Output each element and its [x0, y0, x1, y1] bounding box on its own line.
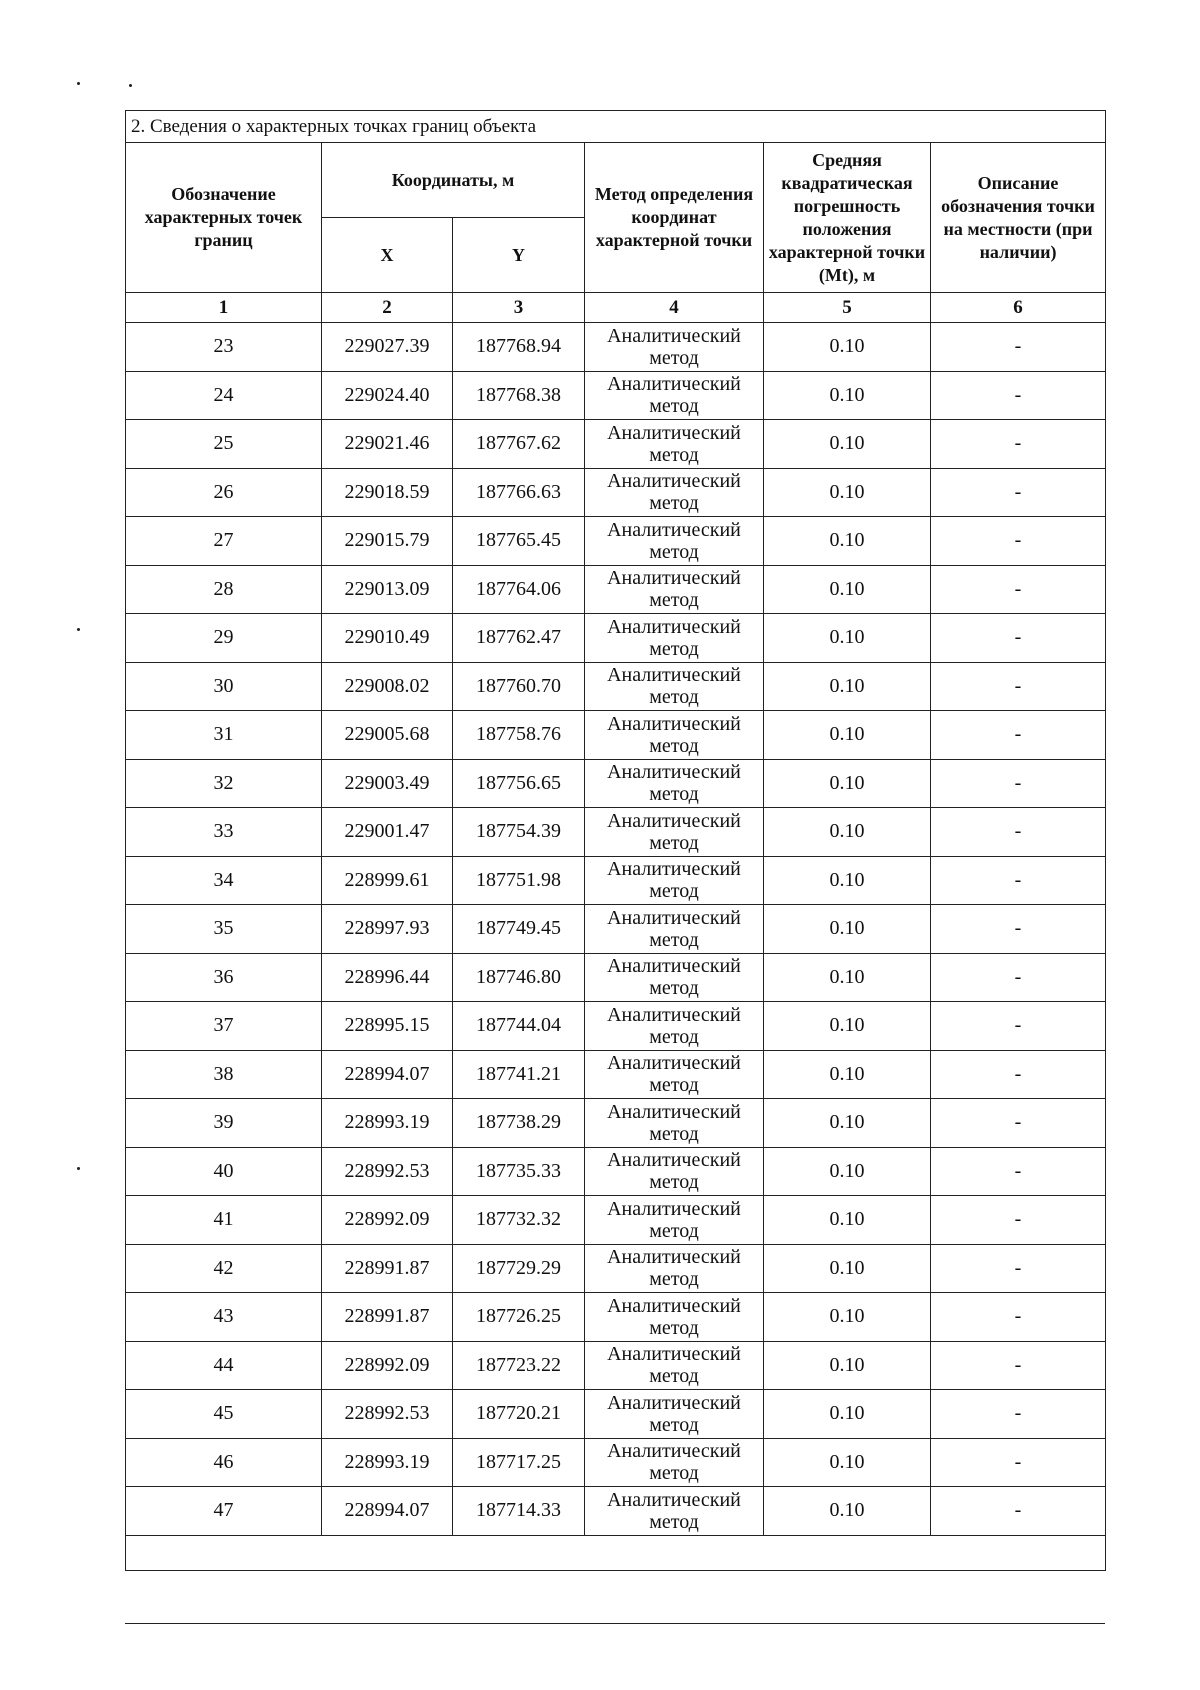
point-number-cell: 40 — [126, 1147, 322, 1196]
description-cell: - — [931, 1050, 1106, 1099]
header-method: Метод определения координат характерной точки — [585, 143, 764, 293]
scan-dot — [77, 1167, 80, 1170]
x-coordinate-cell: 228992.09 — [322, 1341, 453, 1390]
description-cell: - — [931, 1293, 1106, 1342]
method-cell — [585, 614, 764, 663]
description-cell: - — [931, 468, 1106, 517]
blank-cell — [126, 1535, 1106, 1570]
table-row — [126, 1147, 1106, 1196]
method-line: метод — [649, 1365, 699, 1388]
method-line: метод — [649, 1413, 699, 1436]
description-cell: - — [931, 1244, 1106, 1293]
y-coordinate-cell: 187768.38 — [453, 371, 585, 420]
method-line: Аналитический — [607, 324, 741, 347]
description-cell: - — [931, 711, 1106, 760]
table-row — [126, 1099, 1106, 1148]
method-line: Аналитический — [607, 761, 741, 784]
method-line: метод — [649, 637, 699, 660]
x-coordinate-cell: 228992.53 — [322, 1147, 453, 1196]
header-y: Y — [453, 218, 585, 293]
method-cell — [585, 905, 764, 954]
y-coordinate-cell: 187768.94 — [453, 323, 585, 372]
header-description: Описание обозначения точки на местности (при наличии) — [931, 143, 1106, 293]
method-line: Аналитический — [607, 712, 741, 735]
method-line: метод — [649, 395, 699, 418]
description-cell: - — [931, 953, 1106, 1002]
point-number-cell: 36 — [126, 953, 322, 1002]
x-coordinate-cell: 229003.49 — [322, 759, 453, 808]
method-line: Аналитический — [607, 567, 741, 590]
method-line: Аналитический — [607, 1197, 741, 1220]
y-coordinate-cell: 187754.39 — [453, 808, 585, 857]
y-coordinate-cell: 187762.47 — [453, 614, 585, 663]
y-coordinate-cell: 187726.25 — [453, 1293, 585, 1342]
point-number-cell: 28 — [126, 565, 322, 614]
method-cell — [585, 323, 764, 372]
x-coordinate-cell: 228994.07 — [322, 1050, 453, 1099]
header-coordinates: Координаты, м — [322, 143, 585, 218]
y-coordinate-cell: 187729.29 — [453, 1244, 585, 1293]
error-cell: 0.10 — [764, 1293, 931, 1342]
error-cell: 0.10 — [764, 1438, 931, 1487]
point-number-cell: 39 — [126, 1099, 322, 1148]
y-coordinate-cell: 187714.33 — [453, 1487, 585, 1536]
footer-rule — [125, 1623, 1105, 1624]
x-coordinate-cell: 229008.02 — [322, 662, 453, 711]
x-coordinate-cell: 228996.44 — [322, 953, 453, 1002]
method-line: Аналитический — [607, 1149, 741, 1172]
method-line: метод — [649, 346, 699, 369]
method-cell — [585, 1099, 764, 1148]
method-line: метод — [649, 1025, 699, 1048]
table-row — [126, 808, 1106, 857]
method-line: Аналитический — [607, 858, 741, 881]
point-number-cell: 44 — [126, 1341, 322, 1390]
x-coordinate-cell: 228997.93 — [322, 905, 453, 954]
column-number: 5 — [764, 293, 931, 323]
error-cell: 0.10 — [764, 1002, 931, 1051]
x-coordinate-cell: 228995.15 — [322, 1002, 453, 1051]
method-cell — [585, 420, 764, 469]
x-coordinate-cell: 229010.49 — [322, 614, 453, 663]
method-cell — [585, 517, 764, 566]
error-cell: 0.10 — [764, 1390, 931, 1439]
y-coordinate-cell: 187765.45 — [453, 517, 585, 566]
method-cell — [585, 1147, 764, 1196]
method-line: метод — [649, 928, 699, 951]
table-row — [126, 565, 1106, 614]
method-line: метод — [649, 540, 699, 563]
description-cell: - — [931, 420, 1106, 469]
table-row — [126, 711, 1106, 760]
description-cell: - — [931, 1487, 1106, 1536]
y-coordinate-cell: 187760.70 — [453, 662, 585, 711]
header-x: X — [322, 218, 453, 293]
x-coordinate-cell: 229018.59 — [322, 468, 453, 517]
description-cell: - — [931, 905, 1106, 954]
method-line: метод — [649, 443, 699, 466]
coordinates-sheet — [125, 110, 1105, 1571]
x-coordinate-cell: 228992.53 — [322, 1390, 453, 1439]
description-cell: - — [931, 1390, 1106, 1439]
x-coordinate-cell: 229015.79 — [322, 517, 453, 566]
table-row — [126, 662, 1106, 711]
table-row — [126, 517, 1106, 566]
table-row — [126, 1050, 1106, 1099]
table-row — [126, 953, 1106, 1002]
x-coordinate-cell: 229027.39 — [322, 323, 453, 372]
method-line: метод — [649, 1219, 699, 1242]
x-coordinate-cell: 228999.61 — [322, 856, 453, 905]
method-line: Аналитический — [607, 1440, 741, 1463]
description-cell: - — [931, 1002, 1106, 1051]
method-line: метод — [649, 734, 699, 757]
table-row — [126, 323, 1106, 372]
x-coordinate-cell: 228993.19 — [322, 1438, 453, 1487]
y-coordinate-cell: 187741.21 — [453, 1050, 585, 1099]
method-line: Аналитический — [607, 518, 741, 541]
description-cell: - — [931, 323, 1106, 372]
table-row — [126, 1244, 1106, 1293]
error-cell: 0.10 — [764, 468, 931, 517]
description-cell: - — [931, 517, 1106, 566]
error-cell: 0.10 — [764, 953, 931, 1002]
method-cell — [585, 759, 764, 808]
method-line: метод — [649, 1171, 699, 1194]
y-coordinate-cell: 187756.65 — [453, 759, 585, 808]
error-cell: 0.10 — [764, 905, 931, 954]
description-cell: - — [931, 1196, 1106, 1245]
method-line: Аналитический — [607, 664, 741, 687]
error-cell: 0.10 — [764, 1487, 931, 1536]
table-row — [126, 420, 1106, 469]
method-line: метод — [649, 1462, 699, 1485]
point-number-cell: 23 — [126, 323, 322, 372]
method-cell — [585, 1050, 764, 1099]
table-row — [126, 856, 1106, 905]
error-cell: 0.10 — [764, 808, 931, 857]
section-title: 2. Сведения о характерных точках границ объекта — [126, 111, 1106, 143]
method-line: метод — [649, 783, 699, 806]
method-cell — [585, 808, 764, 857]
x-coordinate-cell: 229001.47 — [322, 808, 453, 857]
method-cell — [585, 856, 764, 905]
scan-dot — [129, 84, 132, 87]
description-cell: - — [931, 614, 1106, 663]
method-line: Аналитический — [607, 1100, 741, 1123]
point-number-cell: 26 — [126, 468, 322, 517]
point-number-cell: 33 — [126, 808, 322, 857]
error-cell: 0.10 — [764, 517, 931, 566]
point-number-cell: 45 — [126, 1390, 322, 1439]
description-cell: - — [931, 1341, 1106, 1390]
method-line: метод — [649, 831, 699, 854]
table-row — [126, 905, 1106, 954]
method-line: Аналитический — [607, 1294, 741, 1317]
method-line: Аналитический — [607, 906, 741, 929]
method-cell — [585, 565, 764, 614]
point-number-cell: 38 — [126, 1050, 322, 1099]
point-number-cell: 34 — [126, 856, 322, 905]
column-number: 4 — [585, 293, 764, 323]
x-coordinate-cell: 228992.09 — [322, 1196, 453, 1245]
table-row — [126, 1293, 1106, 1342]
y-coordinate-cell: 187744.04 — [453, 1002, 585, 1051]
point-number-cell: 30 — [126, 662, 322, 711]
point-number-cell: 32 — [126, 759, 322, 808]
point-number-cell: 37 — [126, 1002, 322, 1051]
x-coordinate-cell: 229005.68 — [322, 711, 453, 760]
description-cell: - — [931, 565, 1106, 614]
error-cell: 0.10 — [764, 759, 931, 808]
description-cell: - — [931, 856, 1106, 905]
method-cell — [585, 1341, 764, 1390]
point-number-cell: 42 — [126, 1244, 322, 1293]
error-cell: 0.10 — [764, 1341, 931, 1390]
point-number-cell: 29 — [126, 614, 322, 663]
method-cell — [585, 1002, 764, 1051]
y-coordinate-cell: 187732.32 — [453, 1196, 585, 1245]
y-coordinate-cell: 187764.06 — [453, 565, 585, 614]
method-cell — [585, 711, 764, 760]
method-line: Аналитический — [607, 373, 741, 396]
point-number-cell: 43 — [126, 1293, 322, 1342]
table-row — [126, 759, 1106, 808]
method-line: метод — [649, 1122, 699, 1145]
x-coordinate-cell: 228994.07 — [322, 1487, 453, 1536]
method-cell — [585, 1390, 764, 1439]
y-coordinate-cell: 187717.25 — [453, 1438, 585, 1487]
description-cell: - — [931, 1099, 1106, 1148]
method-line: метод — [649, 1074, 699, 1097]
method-cell — [585, 371, 764, 420]
method-cell — [585, 1293, 764, 1342]
y-coordinate-cell: 187738.29 — [453, 1099, 585, 1148]
point-number-cell: 31 — [126, 711, 322, 760]
method-cell — [585, 662, 764, 711]
header-point-designation: Обозначение характерных точек границ — [126, 143, 322, 293]
method-line: Аналитический — [607, 421, 741, 444]
point-number-cell: 24 — [126, 371, 322, 420]
method-cell — [585, 1196, 764, 1245]
point-number-cell: 46 — [126, 1438, 322, 1487]
method-line: Аналитический — [607, 1246, 741, 1269]
method-line: Аналитический — [607, 1391, 741, 1414]
y-coordinate-cell: 187766.63 — [453, 468, 585, 517]
error-cell: 0.10 — [764, 856, 931, 905]
point-number-cell: 41 — [126, 1196, 322, 1245]
method-line: Аналитический — [607, 809, 741, 832]
table-row — [126, 468, 1106, 517]
y-coordinate-cell: 187751.98 — [453, 856, 585, 905]
method-line: метод — [649, 977, 699, 1000]
y-coordinate-cell: 187767.62 — [453, 420, 585, 469]
method-cell — [585, 953, 764, 1002]
point-number-cell: 27 — [126, 517, 322, 566]
method-cell — [585, 1244, 764, 1293]
point-number-cell: 25 — [126, 420, 322, 469]
column-number: 3 — [453, 293, 585, 323]
method-line: метод — [649, 686, 699, 709]
y-coordinate-cell: 187720.21 — [453, 1390, 585, 1439]
table-row — [126, 1487, 1106, 1536]
error-cell: 0.10 — [764, 565, 931, 614]
table-row — [126, 1438, 1106, 1487]
error-cell: 0.10 — [764, 614, 931, 663]
x-coordinate-cell: 229024.40 — [322, 371, 453, 420]
table-row — [126, 614, 1106, 663]
x-coordinate-cell: 228993.19 — [322, 1099, 453, 1148]
y-coordinate-cell: 187746.80 — [453, 953, 585, 1002]
description-cell: - — [931, 1147, 1106, 1196]
method-cell — [585, 1438, 764, 1487]
error-cell: 0.10 — [764, 323, 931, 372]
method-line: Аналитический — [607, 470, 741, 493]
method-line: Аналитический — [607, 615, 741, 638]
description-cell: - — [931, 808, 1106, 857]
error-cell: 0.10 — [764, 711, 931, 760]
method-cell — [585, 468, 764, 517]
table-row — [126, 1002, 1106, 1051]
x-coordinate-cell: 229021.46 — [322, 420, 453, 469]
table-row — [126, 1390, 1106, 1439]
column-number: 6 — [931, 293, 1106, 323]
description-cell: - — [931, 759, 1106, 808]
error-cell: 0.10 — [764, 662, 931, 711]
method-line: Аналитический — [607, 1003, 741, 1026]
method-line: Аналитический — [607, 1343, 741, 1366]
error-cell: 0.10 — [764, 371, 931, 420]
method-line: Аналитический — [607, 1052, 741, 1075]
method-line: метод — [649, 589, 699, 612]
x-coordinate-cell: 228991.87 — [322, 1244, 453, 1293]
x-coordinate-cell: 228991.87 — [322, 1293, 453, 1342]
error-cell: 0.10 — [764, 1147, 931, 1196]
table-row — [126, 371, 1106, 420]
method-line: метод — [649, 1510, 699, 1533]
description-cell: - — [931, 662, 1106, 711]
method-line: метод — [649, 1316, 699, 1339]
table-row — [126, 1196, 1106, 1245]
error-cell: 0.10 — [764, 1196, 931, 1245]
table-body — [126, 323, 1106, 1536]
table-blank-row — [126, 1535, 1106, 1570]
column-number: 1 — [126, 293, 322, 323]
method-line: Аналитический — [607, 955, 741, 978]
error-cell: 0.10 — [764, 420, 931, 469]
method-cell — [585, 1487, 764, 1536]
scan-dot — [77, 628, 80, 631]
x-coordinate-cell: 229013.09 — [322, 565, 453, 614]
method-line: метод — [649, 880, 699, 903]
y-coordinate-cell: 187758.76 — [453, 711, 585, 760]
method-line: метод — [649, 1268, 699, 1291]
error-cell: 0.10 — [764, 1244, 931, 1293]
method-line: Аналитический — [607, 1488, 741, 1511]
column-number: 2 — [322, 293, 453, 323]
description-cell: - — [931, 1438, 1106, 1487]
description-cell: - — [931, 371, 1106, 420]
table-row — [126, 1341, 1106, 1390]
point-number-cell: 35 — [126, 905, 322, 954]
scan-dot — [77, 82, 80, 85]
boundary-points-table — [125, 110, 1106, 1571]
header-error: Средняя квадратическая погрешность положения характерной точки (Mt), м — [764, 143, 931, 293]
y-coordinate-cell: 187735.33 — [453, 1147, 585, 1196]
y-coordinate-cell: 187749.45 — [453, 905, 585, 954]
error-cell: 0.10 — [764, 1099, 931, 1148]
y-coordinate-cell: 187723.22 — [453, 1341, 585, 1390]
point-number-cell: 47 — [126, 1487, 322, 1536]
error-cell: 0.10 — [764, 1050, 931, 1099]
method-line: метод — [649, 492, 699, 515]
